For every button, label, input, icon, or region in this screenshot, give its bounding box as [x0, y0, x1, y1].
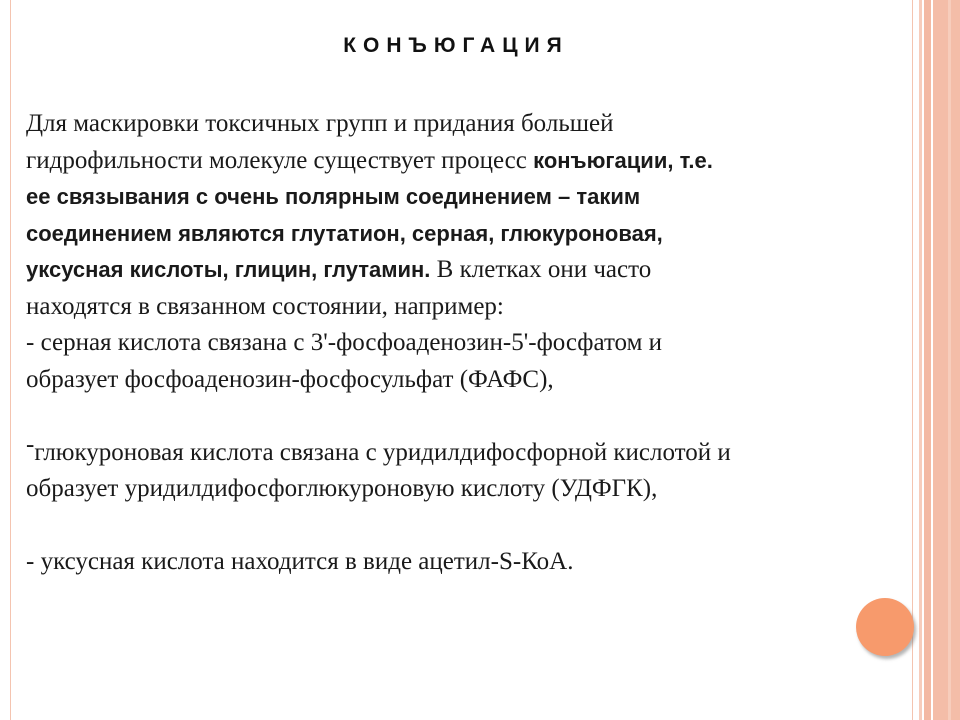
list-item: - уксусная кислота находится в виде ацетил-S-КоА. [26, 548, 574, 575]
decor-stripe [948, 0, 951, 720]
list-item-continuation: образует уридилдифосфоглюкуроновую кислоту (УДФГК), [26, 475, 658, 502]
paragraph-line: Для маскировки токсичных групп и придания большей [26, 110, 614, 137]
list-item-continuation: образует фосфоаденозин-фосфосульфат (ФАФС), [26, 365, 554, 393]
list-item: - серная кислота связана с 3'-фосфоаденозин-5'-фосфатом и [26, 329, 663, 356]
decor-stripe [933, 0, 960, 720]
slide-title: КОНЪЮГАЦИЯ [343, 34, 569, 57]
list-item: -глюкуроновая кислота связана с уридилдифосфорной кислотой и [26, 430, 731, 466]
paragraph-line: ее связывания с очень полярным соединением – таким [26, 184, 641, 209]
paragraph-line: находятся в связанном состоянии, например: [26, 292, 504, 320]
decorative-circle-icon [856, 598, 914, 656]
frame-left-line [10, 0, 11, 720]
slide-body [26, 106, 926, 581]
paragraph-line: гидрофильности молекуле существует процесс конъюгации, т.е. [26, 146, 713, 174]
paragraph-line: уксусная кислоты, глицин, глутамин. В клетках они часто [26, 256, 652, 283]
paragraph-line: соединением являются глутатион, серная, глюкуроновая, [26, 220, 663, 246]
